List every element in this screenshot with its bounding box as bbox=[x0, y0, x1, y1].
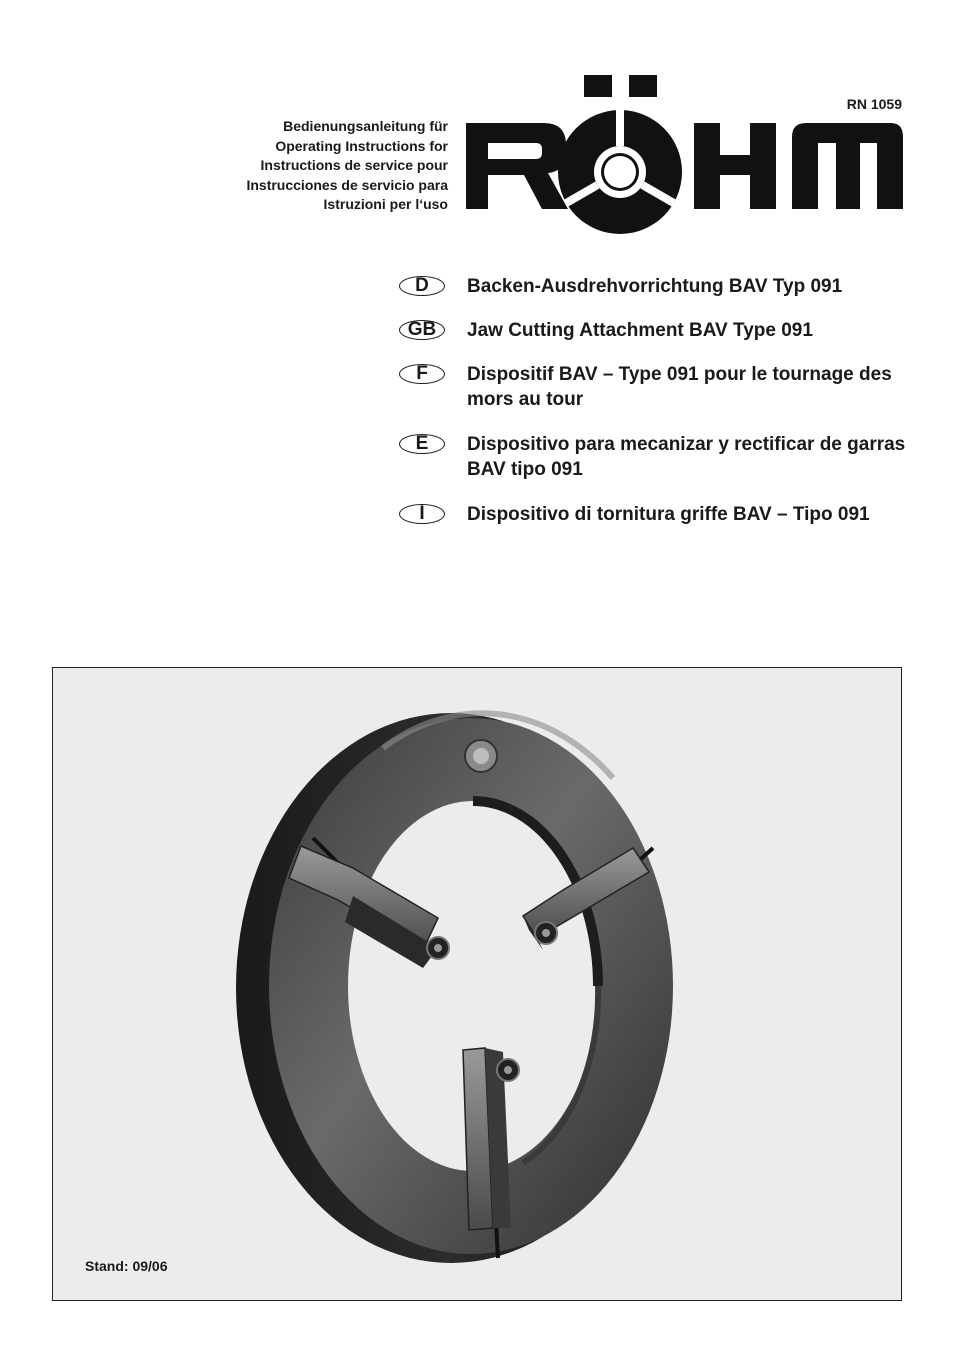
title-f: Dispositif BAV – Type 091 pour le tournage des mors au tour bbox=[467, 364, 892, 410]
language-badge-e: E bbox=[399, 434, 445, 454]
title-de: Backen-Ausdrehvorrichtung BAV Typ 091 bbox=[467, 276, 843, 297]
heading-line-fr: Instructions de service pour bbox=[260, 157, 448, 174]
jaw-cutting-attachment-image bbox=[53, 668, 901, 1300]
instructions-heading bbox=[150, 117, 448, 215]
title-gb: Jaw Cutting Attachment BAV Type 091 bbox=[467, 320, 813, 341]
heading-line-de: Bedienungsanleitung für bbox=[283, 118, 448, 134]
title-i: Dispositivo di tornitura griffe BAV – Tipo 091 bbox=[467, 504, 870, 525]
revision-date: Stand: 09/06 bbox=[85, 1258, 168, 1274]
heading-line-it: Istruzioni per l‘uso bbox=[323, 196, 448, 213]
product-photo bbox=[52, 667, 902, 1301]
heading-line-es: Instrucciones de servicio para bbox=[246, 176, 448, 193]
document-number: RN 1059 bbox=[846, 96, 902, 112]
title-e: Dispositivo para mecanizar y rectificar de garras BAV tipo 091 bbox=[467, 434, 906, 480]
language-badge-f: F bbox=[399, 364, 445, 384]
language-badge-i: I bbox=[399, 504, 445, 524]
heading-line-en: Operating Instructions for bbox=[275, 137, 448, 154]
language-badge-d: D bbox=[399, 276, 445, 296]
language-badge-gb: GB bbox=[399, 320, 445, 340]
rohm-logo bbox=[466, 75, 903, 239]
